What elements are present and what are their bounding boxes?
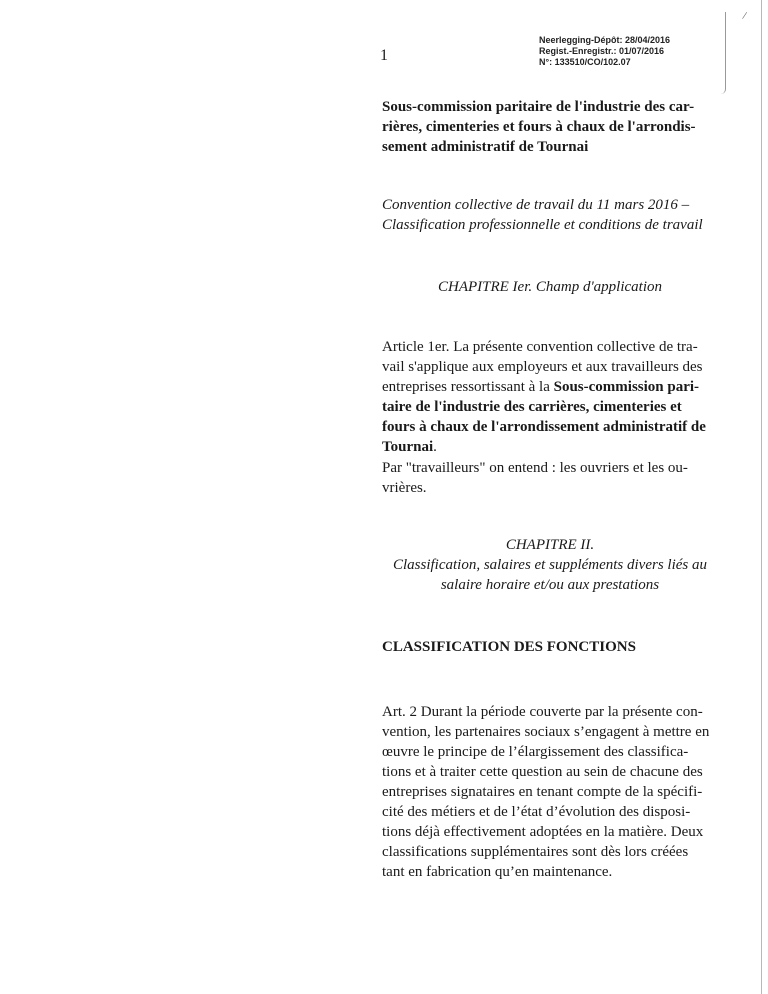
article-2-line: vention, les partenaires sociaux s’engagent à mettre en: [382, 724, 710, 740]
article-1-line: Article 1er. La présente convention collective de tra-: [382, 339, 698, 355]
commission-name-bold: Tournai: [382, 439, 434, 455]
article-1-line: vail s'applique aux employeurs et aux travailleurs des: [382, 359, 703, 375]
deposit-stamp: [539, 35, 670, 68]
article-1-line: fours à chaux de l'arrondissement administratif de: [382, 419, 706, 435]
chapter-1-line: CHAPITRE Ier. Champ d'application: [437, 279, 663, 295]
article-1-line: taire de l'industrie des carrières, cimenteries et: [382, 399, 682, 415]
article-2-line: œuvre le principe de l’élargissement des classifica-: [382, 744, 689, 760]
article-2-line: tions et à traiter cette question au sein de chacune des: [382, 764, 703, 780]
article-1-line: [382, 377, 724, 397]
article-2-line: tant en fabrication qu’en maintenance.: [382, 864, 613, 880]
workers-definition-line: vrières.: [382, 480, 427, 496]
heading-line: rières, cimenteries et fours à chaux de l'arrondis-: [382, 119, 696, 135]
chapter-2-line: Classification, salaires et suppléments divers liés au: [392, 557, 707, 573]
heading-line: Sous-commission paritaire de l'industrie des car-: [382, 99, 695, 115]
subtitle-line: Classification professionnelle et conditions de travail: [382, 217, 703, 233]
heading-line: sement administratif de Tournai: [382, 139, 589, 155]
convention-subtitle: [382, 195, 732, 235]
article-1-text: .: [433, 439, 437, 455]
stamp-number: N°: 133510/CO/102.07: [539, 57, 631, 67]
article-1-line: [382, 437, 724, 457]
subtitle-line: Convention collective de travail du 11 mars 2016 –: [382, 197, 690, 213]
workers-definition-line: Par "travailleurs" on entend : les ouvriers et les ou-: [382, 460, 688, 476]
article-2-line: classifications supplémentaires sont dès lors créées: [382, 844, 689, 860]
page-number: 1: [380, 47, 388, 64]
chapter-2-line: salaire horaire et/ou aux prestations: [440, 577, 660, 593]
stamp-registration-date: Regist.-Enregistr.: 01/07/2016: [539, 46, 665, 56]
chapter-2-line: CHAPITRE II.: [505, 537, 595, 553]
chapter-1-title: [370, 277, 730, 297]
commission-name-bold: Sous-commission pari-: [553, 379, 700, 395]
article-1-text: entreprises ressortissant à la: [382, 379, 554, 395]
document-heading: [382, 97, 722, 157]
article-2-line: tions déjà effectivement adoptées en la matière. Deux: [382, 824, 704, 840]
article-2: [382, 702, 724, 882]
corner-mark: /: [741, 9, 748, 23]
article-2-line: entreprises signataires en tenant compte de la spécifi-: [382, 784, 703, 800]
stamp-deposit-date: Neerlegging-Dépôt: 28/04/2016: [539, 35, 671, 45]
workers-definition: [382, 458, 724, 498]
article-2-line: cité des métiers et de l’état d’évolution des disposi-: [382, 804, 691, 820]
page-right-edge: [761, 0, 762, 994]
chapter-2-title: [370, 535, 730, 595]
article-1: [382, 337, 724, 457]
article-2-line: Art. 2 Durant la période couverte par la présente con-: [382, 704, 703, 720]
section-title: CLASSIFICATION DES FONCTIONS: [382, 639, 636, 655]
stamp-bracket: [721, 12, 726, 94]
